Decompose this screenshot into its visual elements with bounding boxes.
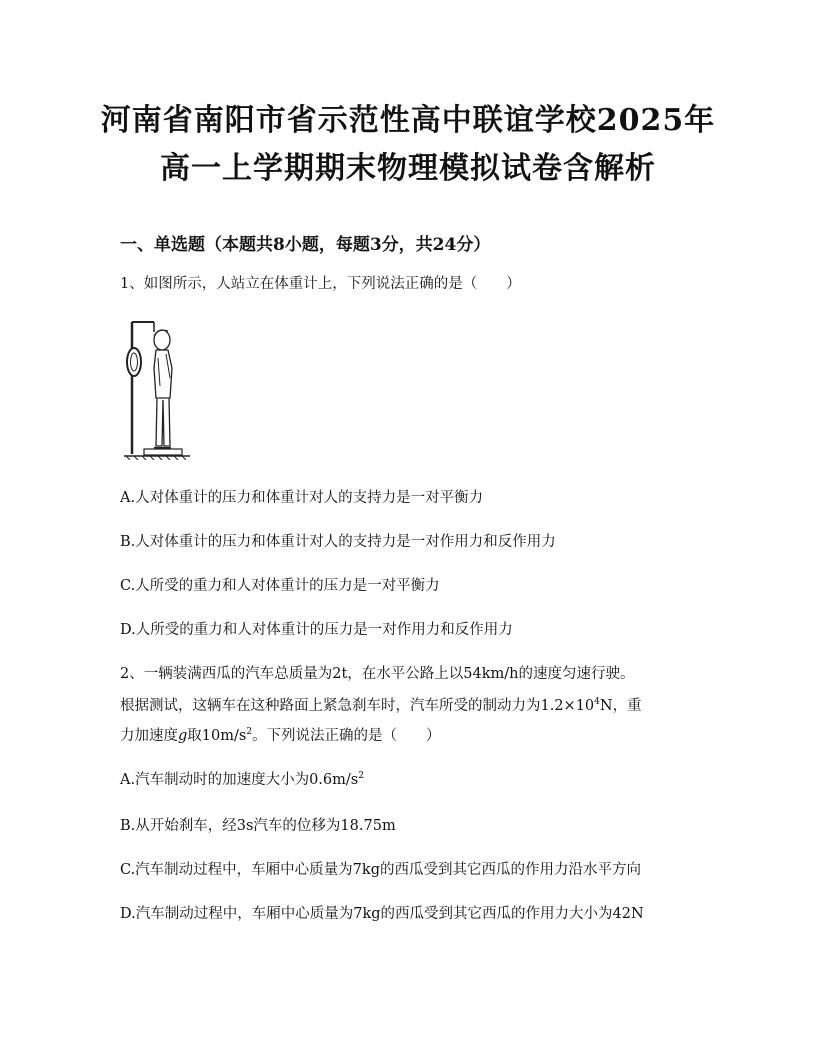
question-2-stem-line-1: 2、一辆装满西瓜的汽车总质量为2t，在水平公路上以54km/h的速度匀速行驶。 bbox=[120, 666, 635, 682]
question-1-option-b: B.人对体重计的压力和体重计对人的支持力是一对作用力和反作用力 bbox=[120, 534, 556, 550]
person-on-scale-figure bbox=[122, 318, 194, 460]
question-2-stem-line-3: 力加速度g取$10m/s^2$。下列说法正确的是（ ） bbox=[120, 727, 441, 744]
document-title-line-2: 高一上学期期末物理模拟试卷含解析 bbox=[160, 151, 656, 186]
document-title-line-1: 河南省南阳市省示范性高中联谊学校2025年 bbox=[100, 103, 716, 138]
question-2-stem-line-2: 根据测试，这辆车在这种路面上紧急刹车时，汽车所受的制动力为$1.2\times 10^4N$，重 bbox=[120, 697, 642, 714]
question-2-option-b: B.从开始刹车，经3s汽车的位移为18.75m bbox=[120, 818, 396, 834]
question-2-option-a: A.汽车制动时的加速度大小为$0.6m/s^2$ bbox=[120, 771, 364, 788]
question-2-option-c: C.汽车制动过程中，车厢中心质量为7kg的西瓜受到其它西瓜的作用力沿水平方向 bbox=[120, 862, 641, 878]
question-1-option-d: D.人所受的重力和人对体重计的压力是一对作用力和反作用力 bbox=[120, 622, 513, 638]
question-1-stem: 1、如图所示，人站立在体重计上，下列说法正确的是（ ） bbox=[120, 276, 521, 292]
question-1-option-c: C.人所受的重力和人对体重计的压力是一对平衡力 bbox=[120, 578, 440, 594]
section-heading: 一、单选题（本题共8小题，每题3分，共24分） bbox=[120, 235, 491, 255]
question-1-option-a: A.人对体重计的压力和体重计对人的支持力是一对平衡力 bbox=[120, 490, 484, 506]
question-2-option-d: D.汽车制动过程中，车厢中心质量为7kg的西瓜受到其它西瓜的作用力大小为42N bbox=[120, 906, 644, 922]
